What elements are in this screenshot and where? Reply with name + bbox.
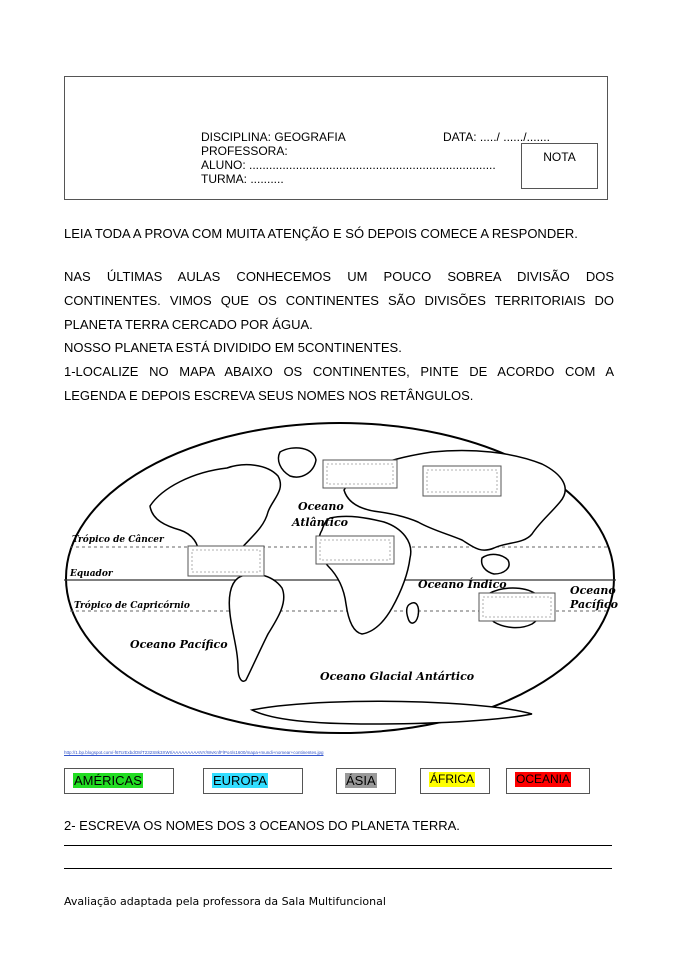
legend-oceania — [506, 768, 590, 794]
teacher-field[interactable]: PROFESSORA: — [201, 144, 288, 158]
legend-africa-label: ÁFRICA — [430, 772, 475, 786]
madagascar — [407, 603, 419, 623]
read-instruction: LEIA TODA A PROVA COM MUITA ATENÇÃO E SÓ DEPOIS COMECE A RESPONDER. — [64, 226, 578, 241]
legend-americas-label: AMÉRICAS — [74, 773, 142, 788]
atlantic-label-1: Oceano — [298, 500, 344, 513]
intro-line-1: NAS ÚLTIMAS AULAS CONHECEMOS UM POUCO SOBREA DIVISÃO DOS — [64, 269, 614, 284]
atlantic-label-2: Atlântico — [292, 516, 349, 529]
question-2: 2- ESCREVA OS NOMES DOS 3 OCEANOS DO PLANETA TERRA. — [64, 818, 460, 833]
legend-europa — [203, 768, 303, 794]
legend-asia-label: ÁSIA — [346, 773, 376, 788]
pacific-west-label: Oceano Pacífico — [130, 638, 228, 651]
grade-label: NOTA — [543, 150, 576, 164]
antarctic-ocean-label: Oceano Glacial Antártico — [320, 670, 475, 683]
answer-line-2[interactable] — [64, 868, 612, 869]
question-1-line-2: LEGENDA E DEPOIS ESCREVA SEUS NOMES NOS RETÂNGULOS. — [64, 388, 474, 403]
world-map — [62, 418, 618, 738]
legend-europa-label: EUROPA — [213, 773, 267, 788]
pacific-east-label-2: Pacífico — [570, 598, 618, 611]
footer-note: Avaliação adaptada pela professora da Sala Multifuncional — [64, 895, 386, 908]
class-field[interactable]: TURMA: .......... — [201, 172, 284, 186]
intro-line-4: NOSSO PLANETA ESTÁ DIVIDIDO EM 5CONTINENTES. — [64, 340, 402, 355]
intro-line-3: PLANETA TERRA CERCADO POR ÁGUA. — [64, 317, 313, 332]
legend-asia — [336, 768, 396, 794]
intro-line-2: CONTINENTES. VIMOS QUE OS CONTINENTES SÃO DIVISÕES TERRITORIAIS DO — [64, 293, 614, 308]
tropic-cancer-label: Trópico de Câncer — [72, 535, 164, 545]
answer-box-4[interactable] — [188, 546, 264, 576]
answer-box-2[interactable] — [423, 466, 501, 496]
indian-ocean-label: Oceano Índico — [418, 578, 507, 591]
grade-box — [521, 143, 598, 189]
pacific-east-label-1: Oceano — [570, 584, 616, 597]
date-field[interactable]: DATA: ...../ ....../....... — [443, 130, 550, 144]
question-1-line-1: 1-LOCALIZE NO MAPA ABAIXO OS CONTINENTES, PINTE DE ACORDO COM A — [64, 364, 614, 379]
legend-africa — [420, 768, 490, 794]
equator-label: Equador — [70, 569, 113, 579]
answer-line-1[interactable] — [64, 845, 612, 846]
source-url-link[interactable]: http://1.bp.blogspot.com/-f6TcrExbdO8/T232S8k3XWI/AAAAAAAAANY/WvKnfFlPo4/s1600/mapa+mundi+nomear+continentes.jpg — [64, 750, 324, 755]
legend-oceania-label: OCEANIA — [516, 772, 571, 786]
legend-americas — [64, 768, 174, 794]
tropic-capricorn-label: Trópico de Capricórnio — [74, 601, 190, 611]
student-field[interactable]: ALUNO: .......................................................................... — [201, 158, 496, 172]
discipline-label: DISCIPLINA: GEOGRAFIA — [201, 130, 346, 144]
